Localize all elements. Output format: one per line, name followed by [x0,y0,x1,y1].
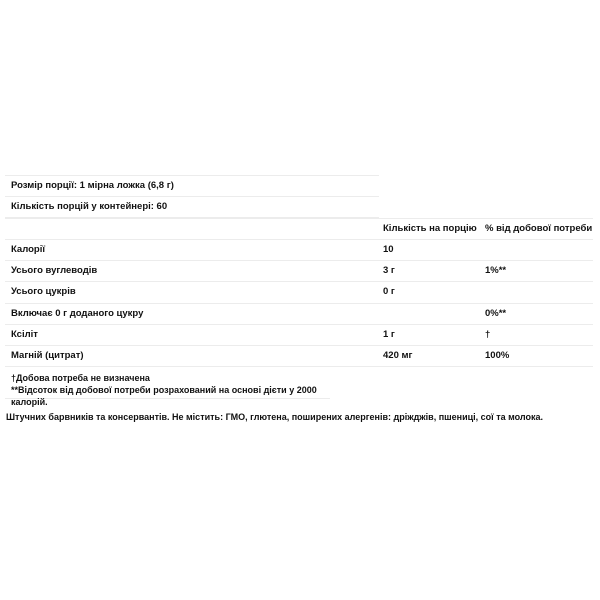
nutrient-amount: 420 мг [383,350,413,361]
allergen-note: Штучних барвників та консервантів. Не містить: ГМО, глютена, поширених алергенів: дріжджів, пшениці, сої та молока. [6,412,544,422]
nutrient-dv: † [485,329,491,340]
servings-per-container: Кількість порцій у контейнері: 60 [11,201,168,212]
nutrient-name: Магній (цитрат) [11,350,84,361]
serving-size-row [5,175,379,196]
table-row [5,281,593,302]
nutrient-dv: 1%** [485,265,507,276]
nutrient-dv: 0%** [485,308,507,319]
nutrient-name: Усього цукрів [11,286,76,297]
nutrient-name: Усього вуглеводів [11,265,98,276]
table-header [5,218,593,239]
nutrient-amount: 10 [383,244,394,255]
nutrient-name: Включає 0 г доданого цукру [11,308,144,319]
footnote-asterisk: **Відсоток від добової потреби розрахований на основі дієти у 2000 калорій. [11,385,317,407]
header-daily-value: % від добової потреби [485,223,593,234]
serving-size: Розмір порції: 1 мірна ложка (6,8 г) [11,180,174,191]
nutrient-amount: 0 г [383,286,395,297]
table-row [5,324,593,345]
footnotes [5,368,330,407]
table-row [5,239,593,260]
nutrient-amount: 3 г [383,265,395,276]
table-row [5,260,593,281]
servings-per-container-row [5,196,379,217]
table-row [5,303,593,324]
table-row [5,345,593,367]
header-amount: Кількість на порцію [383,223,477,234]
nutrient-dv: 100% [485,350,510,361]
nutrient-name: Калорії [11,244,46,255]
footnote-dagger: †Добова потреба не визначена [11,373,150,383]
nutrient-name: Ксіліт [11,329,38,340]
nutrient-amount: 1 г [383,329,395,340]
